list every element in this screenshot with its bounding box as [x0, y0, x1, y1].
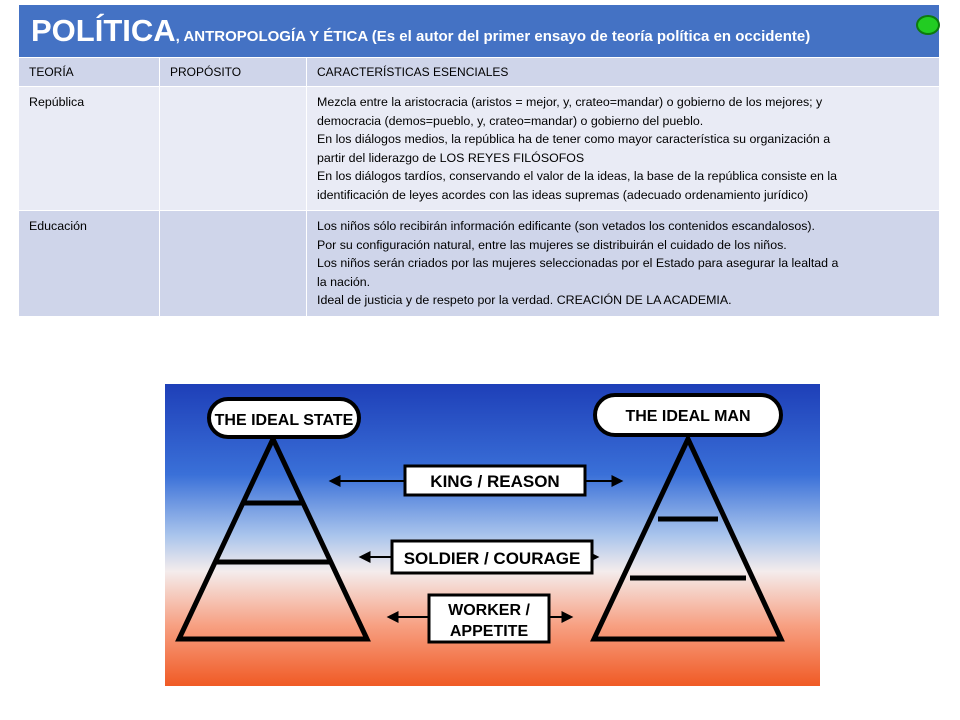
content-table: [19, 5, 940, 316]
text-line: En los diálogos tardíos, conservando el valor de la ideas, la base de la república consiste en la: [317, 169, 838, 183]
table-row: [19, 211, 940, 316]
column-header-purpose: PROPÓSITO: [160, 58, 307, 87]
left-title: THE IDEAL STATE: [214, 412, 354, 429]
level2-label: SOLDIER / COURAGE: [403, 549, 581, 568]
text-line: democracia (demos=pueblo, y, crateo=mandar) o gobierno del pueblo.: [317, 113, 704, 128]
table-header-row: [19, 58, 940, 87]
table-row: [19, 87, 940, 211]
cell-theory: Educación: [19, 211, 160, 316]
text-line: En los diálogos medios, la república ha de tener como mayor característica su organización a: [317, 132, 831, 146]
text-line: identificación de leyes acordes con las ideas supremas (adecuado ordenamiento jurídico): [317, 187, 809, 202]
level3-label-line1: WORKER /: [448, 602, 530, 619]
text-line: Por su configuración natural, entre las mujeres se distribuirán el cuidado de los niños.: [317, 237, 787, 252]
title-sub: , ANTROPOLOGÍA Y ÉTICA (Es el autor del primer ensayo de teoría política en occidente): [175, 28, 811, 45]
cell-characteristics: [307, 87, 940, 211]
cell-purpose: [160, 211, 307, 316]
cell-purpose: [160, 87, 307, 211]
column-header-characteristics: CARACTERÍSTICAS ESENCIALES: [307, 58, 940, 87]
text-line: Mezcla entre la aristocracia (aristos = mejor, y, crateo=mandar) o gobierno de los mejores; y: [317, 95, 823, 109]
text-line: partir del liderazgo de LOS REYES FILÓSOFOS: [317, 150, 585, 165]
text-line: Los niños serán criados por las mujeres seleccionadas por el Estado para asegurar la lealtad a: [317, 256, 839, 270]
text-line: la nación.: [317, 274, 371, 289]
title-main: POLÍTICA: [31, 13, 176, 48]
level1-label: KING / REASON: [430, 472, 560, 491]
cell-theory: República: [19, 87, 160, 211]
green-oval-icon[interactable]: [916, 15, 940, 35]
level3-label-line2: APPETITE: [449, 623, 529, 640]
text-line: Los niños sólo recibirán información edificante (son vetados los contenidos escandalosos).: [317, 219, 815, 233]
cell-characteristics: [307, 211, 940, 316]
right-title: THE IDEAL MAN: [625, 408, 751, 425]
column-header-theory: TEORÍA: [19, 58, 160, 87]
text-line: Ideal de justicia y de respeto por la verdad. CREACIÓN DE LA ACADEMIA.: [317, 293, 732, 307]
ideal-state-man-figure: [161, 381, 821, 691]
page-title: [19, 5, 940, 58]
